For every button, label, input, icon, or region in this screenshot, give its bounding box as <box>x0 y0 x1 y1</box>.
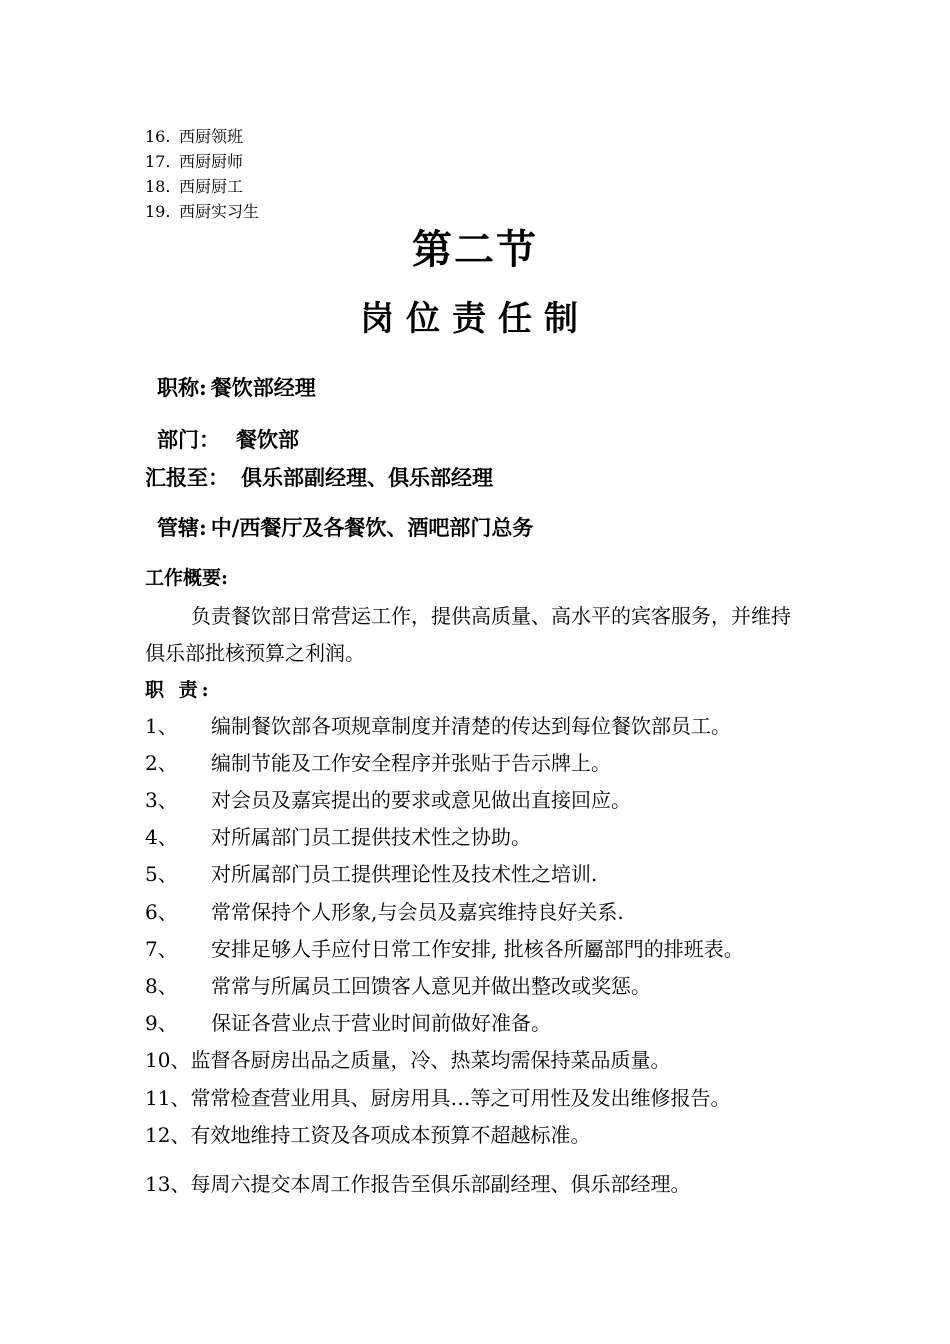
duty-text: 常常保持个人形象,与会员及嘉宾维持良好关系. <box>211 900 624 924</box>
list-item <box>145 897 624 927</box>
page-title: 岗位责任制 <box>360 299 590 339</box>
duty-number: 9、 <box>145 1011 178 1035</box>
job-title-value: 餐饮部经理 <box>210 375 316 400</box>
duty-text: 有效地维持工资及各项成本预算不超越标准。 <box>190 1123 591 1147</box>
list-item-number: 17. <box>145 152 171 171</box>
duties-label: 职 责: <box>145 679 213 701</box>
list-item <box>145 785 631 815</box>
list-item <box>145 934 744 964</box>
reports-to-label: 汇报至： <box>145 465 229 490</box>
reports-to-row <box>145 464 493 492</box>
duty-text: 对所属部门员工提供技术性之协助。 <box>211 825 531 849</box>
list-item-text: 西厨实习生 <box>179 202 260 221</box>
list-item-number: 16. <box>145 127 171 146</box>
list-item <box>145 149 259 174</box>
list-item <box>145 1169 690 1199</box>
reports-to-value: 俱乐部副经理、俱乐部经理 <box>241 465 493 490</box>
list-item <box>145 859 597 889</box>
list-item-text: 西厨领班 <box>179 127 244 146</box>
duty-number: 4、 <box>145 825 178 849</box>
duty-number: 13、 <box>145 1172 191 1196</box>
duty-number: 7、 <box>145 937 178 961</box>
scope-label: 管辖: <box>157 515 207 540</box>
duty-number: 11、 <box>145 1086 191 1110</box>
list-item <box>145 1045 670 1075</box>
duty-text: 常常检查营业用具、厨房用具…等之可用性及发出维修报告。 <box>190 1086 731 1110</box>
list-item-text: 西厨厨工 <box>179 177 244 196</box>
list-item <box>145 748 611 778</box>
section-title: 第二节 <box>412 226 538 273</box>
department-row <box>157 426 299 454</box>
duty-number: 1、 <box>145 714 178 738</box>
list-item-text: 西厨厨师 <box>179 152 244 171</box>
duty-text: 编制餐饮部各项规章制度并清楚的传达到每位餐饮部员工。 <box>211 714 731 738</box>
list-item <box>145 174 259 199</box>
list-item <box>145 1083 730 1113</box>
list-item <box>145 1008 551 1038</box>
duty-text: 每周六提交本周工作报告至俱乐部副经理、俱乐部经理。 <box>190 1172 691 1196</box>
duty-text: 对所属部门员工提供理论性及技术性之培训. <box>211 862 598 886</box>
department-value: 餐饮部 <box>236 427 299 452</box>
department-label: 部门： <box>157 427 220 452</box>
list-item-number: 18. <box>145 177 171 196</box>
duty-number: 5、 <box>145 862 178 886</box>
scope-value: 中/西餐厅及各餐饮、酒吧部门总务 <box>210 515 534 540</box>
duty-number: 8、 <box>145 974 178 998</box>
duty-text: 对会员及嘉宾提出的要求或意见做出直接回应。 <box>211 788 631 812</box>
duty-number: 12、 <box>145 1123 191 1147</box>
duty-text: 保证各营业点于营业时间前做好准备。 <box>211 1011 551 1035</box>
list-item <box>145 822 531 852</box>
duty-number: 2、 <box>145 751 178 775</box>
duty-text: 常常与所属员工回馈客人意见并做出整改或奖惩。 <box>211 974 651 998</box>
duty-number: 10、 <box>145 1048 191 1072</box>
overview-text: 负责餐饮部日常营运工作，提供高质量、高水平的宾客服务，并维持俱乐部批核预算之利润。 <box>145 604 791 665</box>
list-item <box>145 124 259 149</box>
overview-label: 工作概要: <box>145 567 229 589</box>
list-item <box>145 1120 590 1150</box>
position-list <box>145 124 259 224</box>
duty-number: 3、 <box>145 788 178 812</box>
list-item-number: 19. <box>145 202 171 221</box>
duty-text: 监督各厨房出品之质量，冷、热菜均需保持菜品质量。 <box>190 1048 671 1072</box>
duty-text: 安排足够人手应付日常工作安排, 批核各所屬部門的排班表。 <box>211 937 744 961</box>
list-item <box>145 971 651 1001</box>
duty-number: 6、 <box>145 900 178 924</box>
list-item <box>145 711 731 741</box>
job-title-row <box>157 374 316 402</box>
scope-row <box>157 514 533 542</box>
job-title-label: 职称: <box>157 375 207 400</box>
duty-text: 编制节能及工作安全程序并张贴于告示牌上。 <box>211 751 611 775</box>
list-item <box>145 199 259 224</box>
